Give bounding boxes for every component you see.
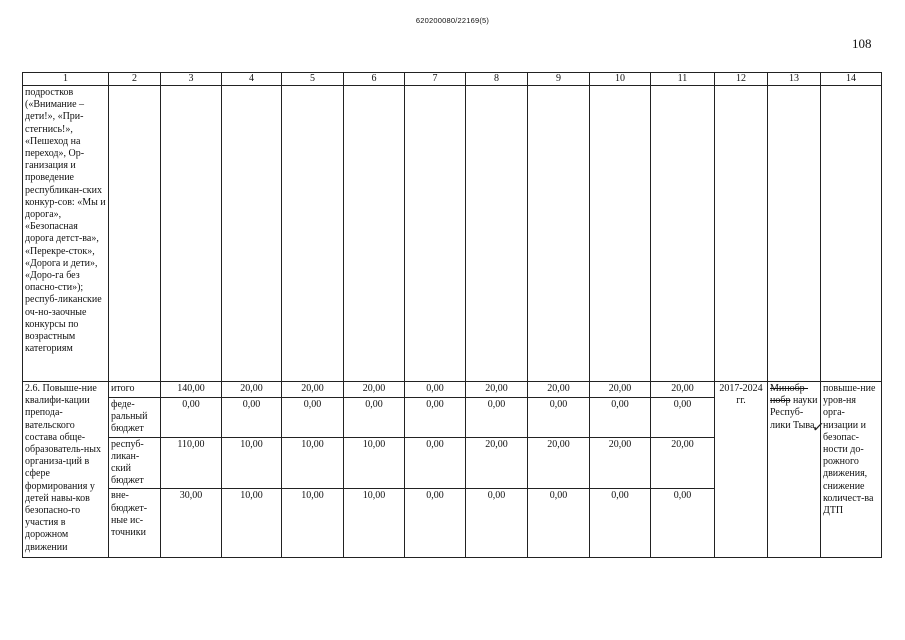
funding-source: респуб-ликан-ский бюджет bbox=[109, 437, 161, 489]
funding-value: 30,00 bbox=[161, 489, 222, 558]
funding-value: 20,00 bbox=[222, 382, 282, 398]
column-number: 14 bbox=[821, 73, 882, 86]
funding-value: 0,00 bbox=[405, 398, 466, 438]
funding-value: 20,00 bbox=[466, 382, 528, 398]
funding-value: 20,00 bbox=[466, 437, 528, 489]
column-number: 12 bbox=[715, 73, 768, 86]
funding-value: 0,00 bbox=[528, 489, 590, 558]
document-code: 620200080/22169(5) bbox=[415, 16, 490, 25]
continued-activity-text: подростков («Внимание – дети!», «При-стегнись!», «Пешеход на переход», Ор-ганизация и проведение республикан-ских конкур-сов: «Мы и дорога», «Безопасная дорога детст-ва», «Перекре-сток», «Дорога и дети», «Доро-га без опасно-сти»); респуб-ликанские оч-но-заочные конкурсы по возрастным категориям bbox=[23, 86, 109, 382]
page-number: 108 bbox=[852, 36, 872, 51]
funding-value: 0,00 bbox=[528, 398, 590, 438]
funding-value: 10,00 bbox=[344, 489, 405, 558]
funding-value: 10,00 bbox=[282, 489, 344, 558]
funding-value: 0,00 bbox=[222, 398, 282, 438]
executor-struck-text: Минобр-нобр bbox=[770, 383, 809, 407]
funding-value: 0,00 bbox=[344, 398, 405, 438]
funding-row-total bbox=[23, 382, 882, 398]
expected-result: повыше-ние уров-ня орга-низации и безопас-ности до-рожного движения, снижение количест-ва ДТП bbox=[821, 382, 882, 558]
funding-value: 20,00 bbox=[344, 382, 405, 398]
funding-value: 0,00 bbox=[282, 398, 344, 438]
handwritten-check-icon: ✓ bbox=[810, 417, 826, 437]
responsible-executor bbox=[768, 382, 821, 558]
column-number-row bbox=[23, 73, 882, 86]
funding-source: итого bbox=[109, 382, 161, 398]
executor-text: науки Респуб-лики Тыва bbox=[770, 395, 818, 431]
funding-source: вне-бюджет-ные ис-точники bbox=[109, 489, 161, 558]
program-table bbox=[22, 72, 882, 558]
funding-value: 10,00 bbox=[222, 489, 282, 558]
funding-value: 20,00 bbox=[590, 382, 651, 398]
column-number: 6 bbox=[344, 73, 405, 86]
implementation-period: 2017-2024 гг. bbox=[715, 382, 768, 558]
funding-value: 10,00 bbox=[344, 437, 405, 489]
column-number: 1 bbox=[23, 73, 109, 86]
funding-value: 20,00 bbox=[590, 437, 651, 489]
funding-value: 110,00 bbox=[161, 437, 222, 489]
funding-source: феде-ральный бюджет bbox=[109, 398, 161, 438]
funding-value: 140,00 bbox=[161, 382, 222, 398]
funding-value: 20,00 bbox=[651, 382, 715, 398]
funding-value: 20,00 bbox=[651, 437, 715, 489]
continuation-row bbox=[23, 86, 882, 382]
funding-value: 0,00 bbox=[590, 398, 651, 438]
funding-value: 0,00 bbox=[405, 489, 466, 558]
funding-value: 0,00 bbox=[466, 398, 528, 438]
funding-value: 20,00 bbox=[282, 382, 344, 398]
column-number: 13 bbox=[768, 73, 821, 86]
funding-value: 0,00 bbox=[405, 437, 466, 489]
column-number: 10 bbox=[590, 73, 651, 86]
column-number: 7 bbox=[405, 73, 466, 86]
funding-value: 0,00 bbox=[161, 398, 222, 438]
funding-value: 0,00 bbox=[651, 489, 715, 558]
funding-value: 0,00 bbox=[651, 398, 715, 438]
funding-value: 0,00 bbox=[405, 382, 466, 398]
column-number: 11 bbox=[651, 73, 715, 86]
funding-value: 20,00 bbox=[528, 382, 590, 398]
column-number: 5 bbox=[282, 73, 344, 86]
funding-value: 0,00 bbox=[590, 489, 651, 558]
funding-value: 10,00 bbox=[222, 437, 282, 489]
funding-value: 20,00 bbox=[528, 437, 590, 489]
funding-value: 10,00 bbox=[282, 437, 344, 489]
column-number: 3 bbox=[161, 73, 222, 86]
funding-value: 0,00 bbox=[466, 489, 528, 558]
column-number: 4 bbox=[222, 73, 282, 86]
column-number: 9 bbox=[528, 73, 590, 86]
column-number: 8 bbox=[466, 73, 528, 86]
activity-name: 2.6. Повыше-ние квалифи-кации препода-вательского состава обще-образователь-ных организа-ций в сфере формирования у детей навы-ков безопасно-го участия в дорожном движении bbox=[23, 382, 109, 558]
column-number: 2 bbox=[109, 73, 161, 86]
